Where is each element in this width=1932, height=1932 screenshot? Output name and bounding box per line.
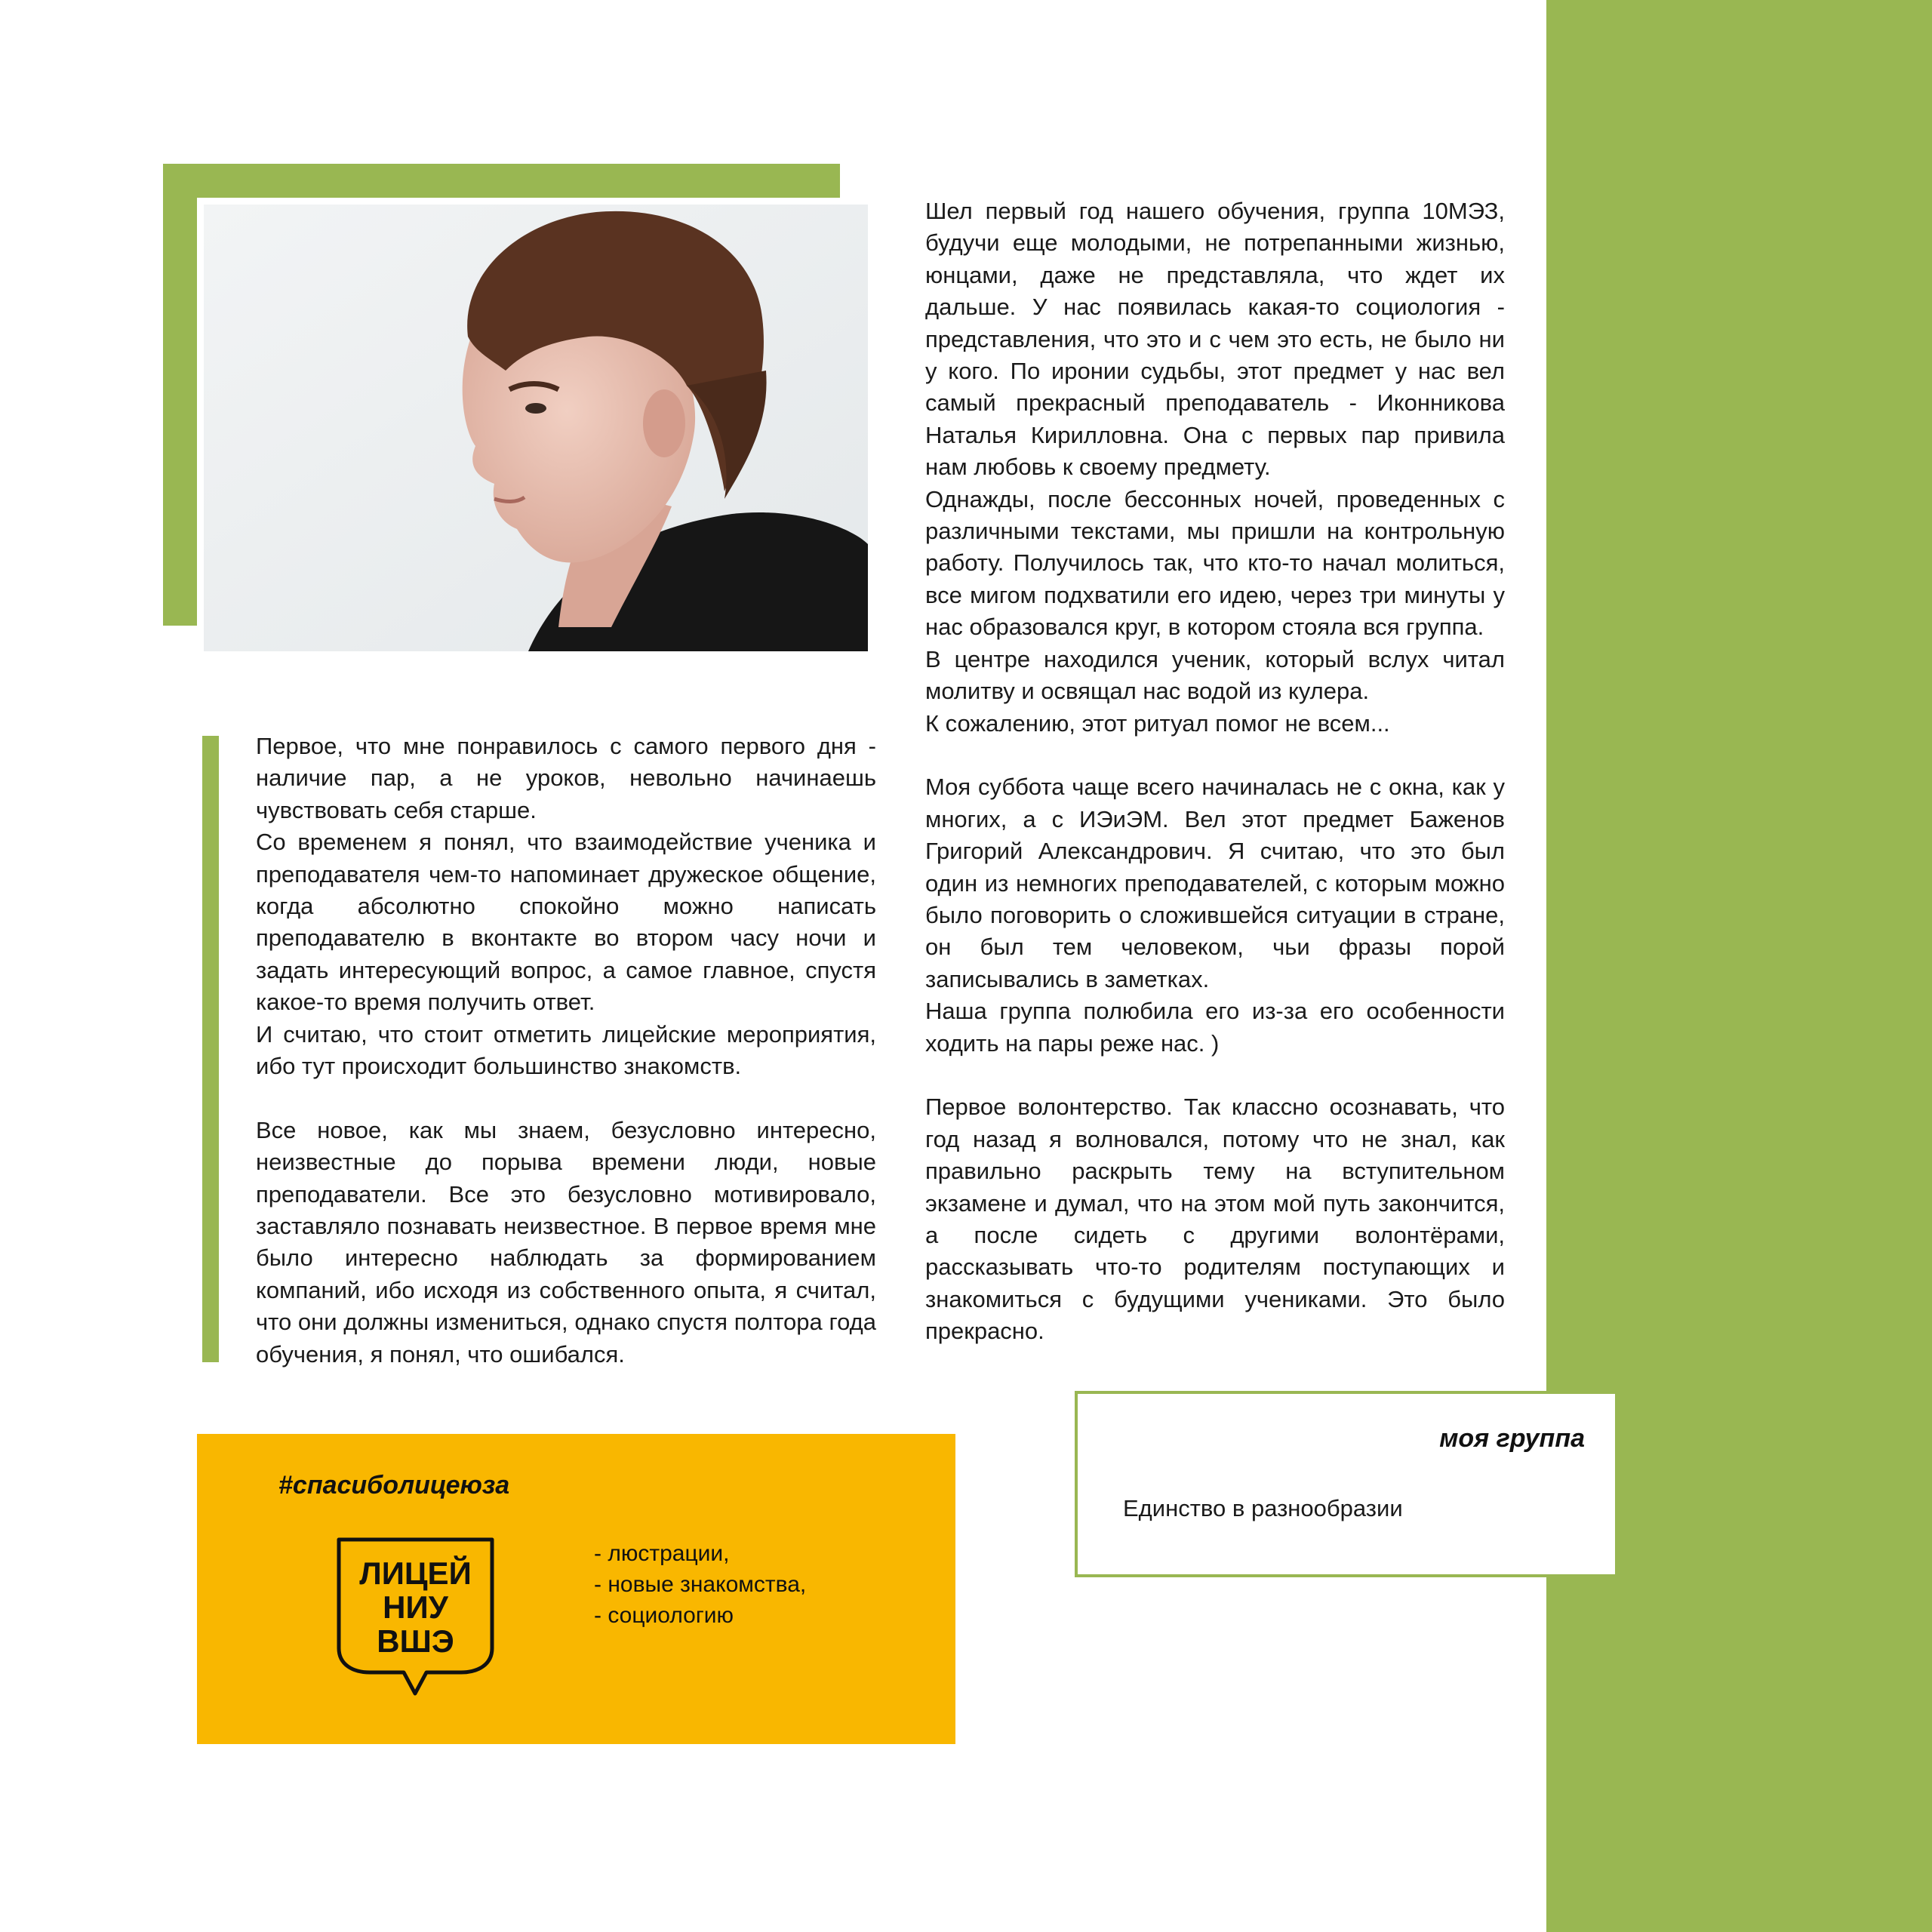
left-paragraph: Все новое, как мы знаем, безусловно интересно, неизвестные до порыва времени люди, новые преподаватели. Все это безусловно мотивировало, заставляло познавать неизвестное. В первое время мне было интересно наблюдать за формированием компаний, ибо исходя из собственного опыта, я считал, что они должны измениться, однако спустя полтора года обучения, я понял, что ошибался.: [256, 1116, 876, 1367]
paragraph-gap: [925, 1060, 1505, 1091]
right-paragraph: Первое волонтерство. Так классно осознавать, что год назад я волновался, потому что не знал, как правильно раскрыть тему на вступительном экзамене и думал, что на этом мой путь закончится, а после сидеть с другими волонтёрами, рассказывать что-то родителям поступающих и знакомиться с будущими учениками. Это было прекрасно.: [925, 1094, 1505, 1345]
article-left-column: [256, 731, 876, 1371]
thanks-hashtag: #спасиболицеюза: [278, 1471, 510, 1500]
right-paragraph: Наша группа полюбила его из-за его особенности ходить на пары реже нас. ): [925, 998, 1505, 1057]
article-right-column: [925, 195, 1505, 1348]
group-title: моя группа: [1439, 1424, 1585, 1453]
group-subtitle: Единство в разнообразии: [1123, 1495, 1403, 1521]
text-accent-bar: [202, 736, 219, 1362]
left-paragraph: Со временем я понял, что взаимодействие ученика и преподавателя чем-то напоминает дружеское общение, когда абсолютно спокойно можно написать преподавателю в вконтакте во втором часу ночи и задать интересующий вопрос, а самое главное, спустя какое-то время получить ответ.: [256, 829, 876, 1016]
left-paragraph: И считаю, что стоит отметить лицейские мероприятия, ибо тут происходит большинство знакомств.: [256, 1020, 876, 1080]
green-side-strip: [1546, 0, 1932, 1932]
right-paragraph: Однажды, после бессонных ночей, проведенных с различными текстами, мы пришли на контрольную работу. Получилось так, что кто-то начал молиться, все мигом подхватили его идею, через три минуты у нас образовался круг, в котором стояла вся группа.: [925, 485, 1505, 641]
right-paragraph: К сожалению, этот ритуал помог не всем...: [925, 709, 1390, 737]
list-item: - новые знакомства,: [594, 1572, 807, 1597]
thanks-list: [594, 1538, 806, 1631]
lyceum-shield-logo: [334, 1535, 497, 1697]
right-paragraph: Шел первый год нашего обучения, группа 10МЭЗ, будучи еще молодыми, не потрепанными жизнью, юнцами, даже не представляла, что ждет их дальше. У нас появилась какая-то социология - представления, что это и с чем это есть, не было ни у кого. По иронии судьбы, этот предмет у нас вел самый прекрасный преподаватель - Иконникова Наталья Кирилловна. Она с первых пар привила нам любовь к своему предмету.: [925, 198, 1505, 481]
logo-line: ВШЭ: [377, 1623, 454, 1659]
logo-line: НИУ: [383, 1589, 448, 1625]
left-paragraph: Первое, что мне понравилось с самого первого дня - наличие пар, а не уроков, невольно начинаешь чувствовать себя старше.: [256, 733, 876, 823]
right-paragraph: Моя суббота чаще всего начиналась не с окна, как у многих, а с ИЭиЭМ. Вел этот предмет Баженов Григорий Александрович. Я считаю, что это был один из немногих преподавателей, с которым можно было поговорить о сложившейся ситуации в стране, он был тем человеком, чьи фразы порой записывались в заметках.: [925, 774, 1505, 992]
list-item: - социологию: [594, 1603, 734, 1628]
paragraph-gap: [925, 740, 1505, 771]
right-paragraph: В центре находился ученик, который вслух читал молитву и освящал нас водой из кулера.: [925, 645, 1505, 705]
logo-line: ЛИЦЕЙ: [359, 1555, 472, 1591]
portrait-photo: [204, 205, 868, 651]
photo-frame-accent-left: [163, 164, 197, 626]
group-box: [1075, 1391, 1618, 1577]
list-item: - люстрации,: [594, 1541, 730, 1566]
photo-frame-accent-top: [163, 164, 840, 198]
paragraph-gap: [256, 1082, 876, 1114]
